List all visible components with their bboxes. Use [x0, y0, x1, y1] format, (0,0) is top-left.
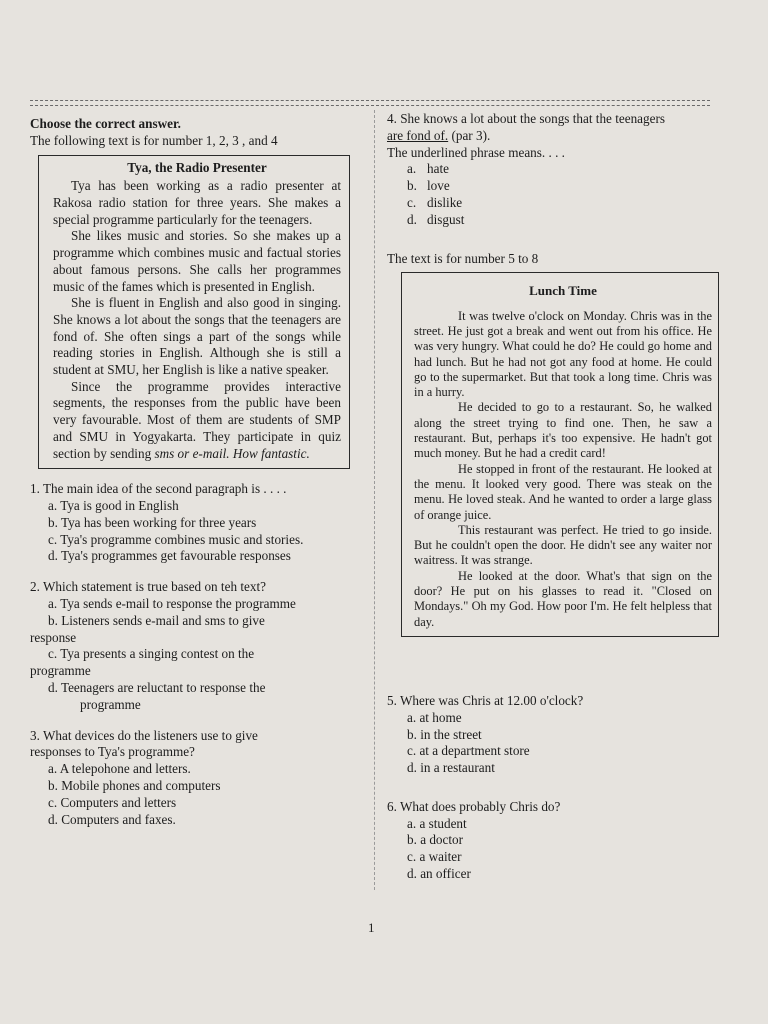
question-3-stem-cont: responses to Tya's programme? [30, 744, 195, 760]
option-text: dislike [427, 194, 463, 210]
question-1-stem: 1. The main idea of the second paragraph is . . . . [30, 481, 287, 497]
question-1-option-c[interactable]: c. Tya's programme combines music and stories. [48, 531, 304, 547]
question-3-option-d[interactable]: d. Computers and faxes. [48, 811, 176, 827]
column-divider [374, 110, 375, 890]
question-2-option-d[interactable]: d. Teenagers are reluctant to response the [48, 680, 266, 696]
question-4-option-a[interactable] [387, 161, 717, 178]
question-4-underlined-phrase: are fond of. [387, 127, 449, 143]
passage1-paragraph-4 [53, 379, 341, 463]
option-label: c. [407, 194, 417, 210]
passage2-intro: The text is for number 5 to 8 [387, 250, 539, 266]
right-column [387, 111, 717, 883]
question-3-option-c[interactable]: c. Computers and letters [48, 794, 177, 810]
question-4-stem-line3: The underlined phrase means. . . . [387, 144, 565, 160]
question-5-option-b[interactable]: b. in the street [407, 726, 482, 742]
passage1-title: Tya, the Radio Presenter [127, 159, 267, 175]
passage2-paragraph-1: It was twelve o'clock on Monday. Chris was in the street. He just got a break and went out from his office. He was very hungry. What could he do? He could go home and had lunch. But he had not got any food at home. He could go to the supermarket. But that took a long time. Chris was in a hurry. [414, 308, 712, 400]
passage1-box [38, 155, 350, 470]
question-2-option-b-cont: response [30, 629, 77, 645]
question-5-option-c[interactable]: c. at a department store [407, 743, 530, 759]
question-5 [387, 693, 717, 777]
question-2-option-a[interactable]: a. Tya sends e-mail to response the programme [48, 596, 296, 612]
passage1-paragraph-4-text: Since the programme provides interactive segments, the responses from the public have been very favourable. Most of them are students of SMP and SMU in Yogyakarta. They participate in quiz section by sending [53, 378, 341, 461]
instruction-heading: Choose the correct answer. [30, 116, 181, 131]
passage2-paragraph-4: This restaurant was perfect. He tried to go inside. But he couldn't open the door. He didn't see any waiter nor waitress. It was strange. [414, 522, 712, 568]
question-1-option-b[interactable]: b. Tya has been working for three years [48, 514, 257, 530]
question-3-option-b[interactable]: b. Mobile phones and computers [48, 778, 221, 793]
question-4 [387, 111, 717, 229]
question-4-stem-line2 [387, 128, 717, 145]
page-number: 1 [368, 920, 375, 935]
question-5-option-d[interactable]: d. in a restaurant [407, 760, 495, 776]
passage2-title: Lunch Time [529, 283, 597, 299]
option-text: disgust [427, 211, 465, 227]
question-6-option-c[interactable]: c. a waiter [407, 849, 462, 865]
question-1-option-d[interactable]: d. Tya's programmes get favourable responses [48, 548, 291, 564]
question-3 [30, 728, 362, 829]
question-4-option-c[interactable] [387, 195, 717, 212]
question-2-option-b[interactable]: b. Listeners sends e-mail and sms to give [48, 612, 265, 628]
left-column [30, 116, 362, 828]
question-5-option-a[interactable]: a. at home [407, 709, 462, 725]
option-label: b. [407, 178, 417, 194]
question-4-stem: 4. She knows a lot about the songs that the teenagers [387, 111, 665, 126]
question-2-option-c[interactable]: c. Tya presents a singing contest on the [48, 646, 255, 662]
option-text: hate [427, 161, 449, 177]
passage2-paragraph-3: He stopped in front of the restaurant. He looked at the menu. It looked very good. There was steak on the menu. He loved steak. And he wanted to order a large glass of orange juice. [414, 461, 712, 522]
question-6-option-a[interactable]: a. a student [407, 815, 467, 831]
passage1-paragraph-2: She likes music and stories. So she makes up a programme which combines music and factual stories about famous persons. She calls her programmes music of the fames which is presented in English. [53, 228, 341, 294]
question-6 [387, 799, 717, 883]
passage2-paragraph-5: He looked at the door. What's that sign on the door? He put on his glasses to read it. "Closed on Mondays." Oh my God. How poor I'm. He felt helpless that day. [414, 568, 712, 629]
passage1-intro: The following text is for number 1, 2, 3 , and 4 [30, 132, 278, 148]
question-2-option-d-cont: programme [80, 696, 141, 712]
question-4-option-b[interactable] [387, 178, 717, 195]
question-6-option-b[interactable]: b. a doctor [407, 832, 464, 848]
question-6-stem: 6. What does probably Chris do? [387, 798, 561, 814]
option-label: d. [407, 211, 417, 227]
question-5-stem: 5. Where was Chris at 12.00 o'clock? [387, 692, 584, 708]
question-1 [30, 481, 362, 565]
question-6-option-d[interactable]: d. an officer [407, 866, 471, 882]
passage1-paragraph-1: Tya has been working as a radio presenter at Rakosa radio station for three years. She makes a special programme particularly for the teenagers. [53, 178, 341, 227]
question-3-option-a[interactable]: a. A telepohone and letters. [48, 761, 191, 777]
question-4-reference: (par 3). [451, 127, 491, 143]
question-2-option-c-cont: programme [30, 663, 91, 679]
question-1-option-a[interactable]: a. Tya is good in English [48, 498, 179, 514]
passage2-paragraph-2: He decided to go to a restaurant. So, he walked along the street trying to find one. Then, he saw a restaurant. But, perhaps it's too expensive. He hadn't got much money. But he had a credit card! [414, 400, 712, 461]
passage1-paragraph-4-italic: sms or e-mail. How fantastic. [154, 445, 310, 461]
question-4-option-d[interactable] [387, 212, 717, 229]
top-rule [30, 100, 710, 106]
passage2-box [401, 272, 719, 637]
option-label: a. [407, 161, 417, 177]
passage1-paragraph-3: She is fluent in English and also good in singing. She knows a lot about the songs that the teenagers are fond of. She often sings a part of the songs while reading stories in English. Although she is still a student at SMU, her English is like a native speaker. [53, 295, 341, 378]
question-2-stem: 2. Which statement is true based on teh text? [30, 579, 266, 595]
question-2 [30, 579, 362, 713]
question-3-stem: 3. What devices do the listeners use to give [30, 727, 258, 743]
option-text: love [427, 178, 450, 194]
